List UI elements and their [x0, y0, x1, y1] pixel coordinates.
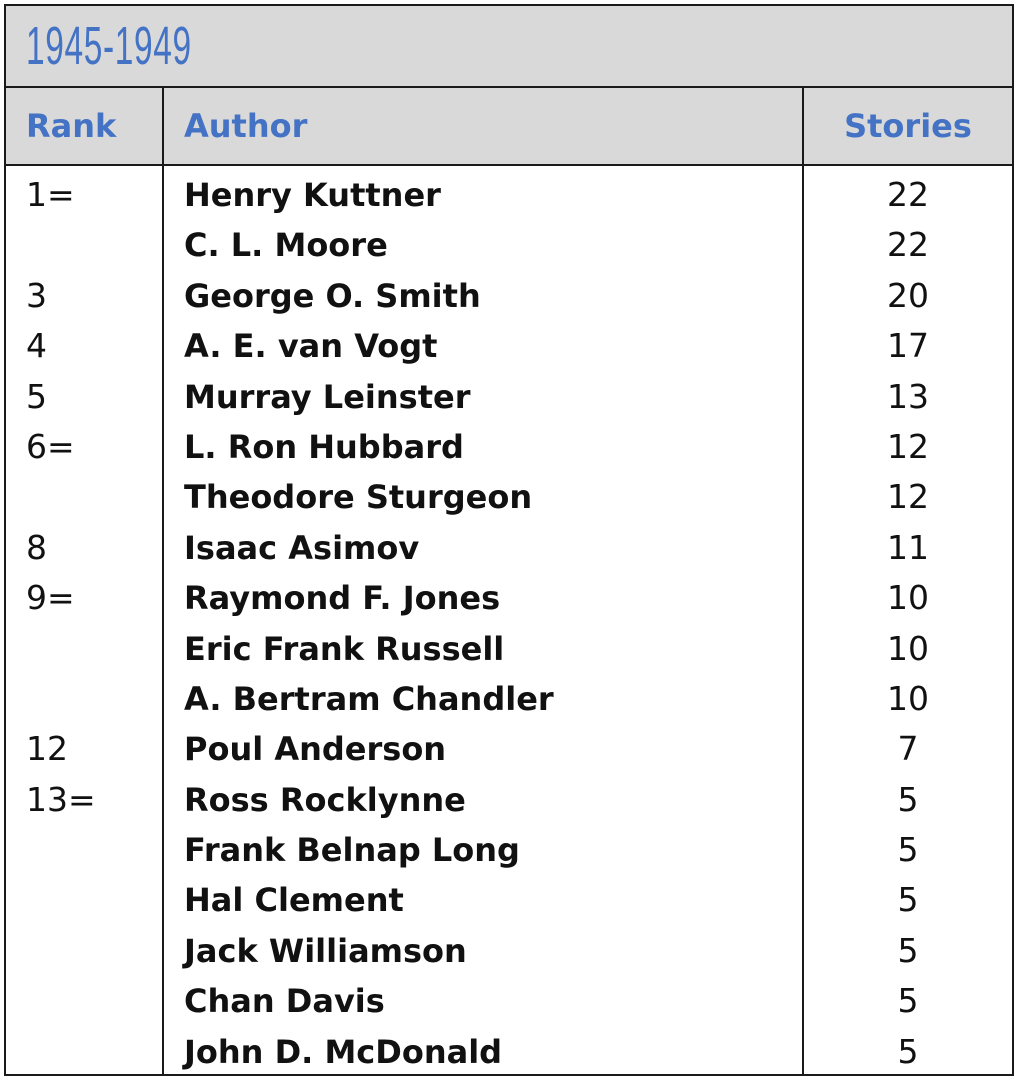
author-cell: A. E. van Vogt: [184, 327, 438, 366]
author-cell: Frank Belnap Long: [184, 831, 520, 870]
table-row: [6, 523, 1012, 573]
author-cell: C. L. Moore: [184, 226, 388, 265]
table-row: [6, 573, 1012, 623]
table-row: [6, 724, 1012, 774]
rank-cell: 5: [26, 376, 47, 416]
author-cell: L. Ron Hubbard: [184, 427, 464, 466]
table-row: [6, 220, 1012, 270]
column-header-row: [6, 88, 1012, 166]
table-row: [6, 926, 1012, 976]
author-cell: Theodore Sturgeon: [184, 478, 533, 517]
rank-cell: 8: [26, 527, 47, 567]
stories-cell: 5: [897, 981, 919, 1021]
stories-cell: 17: [887, 326, 929, 366]
author-cell: Poul Anderson: [184, 730, 447, 769]
stories-cell: 12: [887, 477, 929, 517]
rank-cell: 4: [26, 326, 47, 366]
table-row: [6, 422, 1012, 472]
rank-cell: 3: [26, 275, 47, 315]
rankings-table: [4, 4, 1014, 1076]
table-row: [6, 674, 1012, 724]
rank-cell: 9=: [26, 578, 75, 618]
table-row: [6, 170, 1012, 220]
author-cell: Chan Davis: [184, 982, 385, 1021]
table-row: [6, 976, 1012, 1026]
stories-cell: 7: [897, 729, 919, 769]
table-row: [6, 372, 1012, 422]
stories-cell: 10: [887, 578, 929, 618]
rank-cell: 12: [26, 729, 68, 769]
table-body: [6, 170, 1012, 1077]
table-row: [6, 1027, 1012, 1077]
stories-cell: 11: [887, 527, 929, 567]
author-cell: Murray Leinster: [184, 377, 471, 416]
stories-cell: 10: [887, 678, 929, 718]
author-cell: Ross Rocklynne: [184, 780, 466, 819]
stories-cell: 5: [897, 779, 919, 819]
header-stories: Stories: [844, 107, 972, 145]
stories-cell: 5: [897, 1031, 919, 1071]
author-cell: George O. Smith: [184, 276, 481, 315]
stories-cell: 10: [887, 628, 929, 668]
rank-cell: 6=: [26, 426, 75, 466]
table-row: [6, 875, 1012, 925]
table-row: [6, 624, 1012, 674]
rank-cell: 1=: [26, 175, 75, 214]
author-cell: Hal Clement: [184, 881, 404, 920]
table-row: [6, 775, 1012, 825]
stories-cell: 5: [897, 930, 919, 970]
stories-cell: 12: [887, 426, 929, 466]
author-cell: Henry Kuttner: [184, 176, 441, 214]
rank-cell: 13=: [26, 779, 96, 819]
stories-cell: 22: [887, 175, 929, 214]
author-cell: Jack Williamson: [184, 931, 467, 970]
header-rank: Rank: [26, 107, 117, 145]
stories-cell: 5: [897, 880, 919, 920]
title-bar: [6, 6, 1012, 88]
author-cell: Raymond F. Jones: [184, 579, 501, 618]
stories-cell: 5: [897, 830, 919, 870]
header-author: Author: [184, 107, 308, 145]
author-cell: Isaac Asimov: [184, 528, 420, 567]
author-cell: A. Bertram Chandler: [184, 679, 554, 718]
table-row: [6, 825, 1012, 875]
stories-cell: 20: [887, 275, 929, 315]
author-cell: Eric Frank Russell: [184, 629, 505, 668]
stories-cell: 22: [887, 225, 929, 265]
table-row: [6, 321, 1012, 371]
stories-cell: 13: [887, 376, 929, 416]
table-title: 1945-1949: [26, 16, 192, 76]
author-cell: John D. McDonald: [184, 1032, 503, 1071]
table-row: [6, 271, 1012, 321]
table-row: [6, 472, 1012, 522]
